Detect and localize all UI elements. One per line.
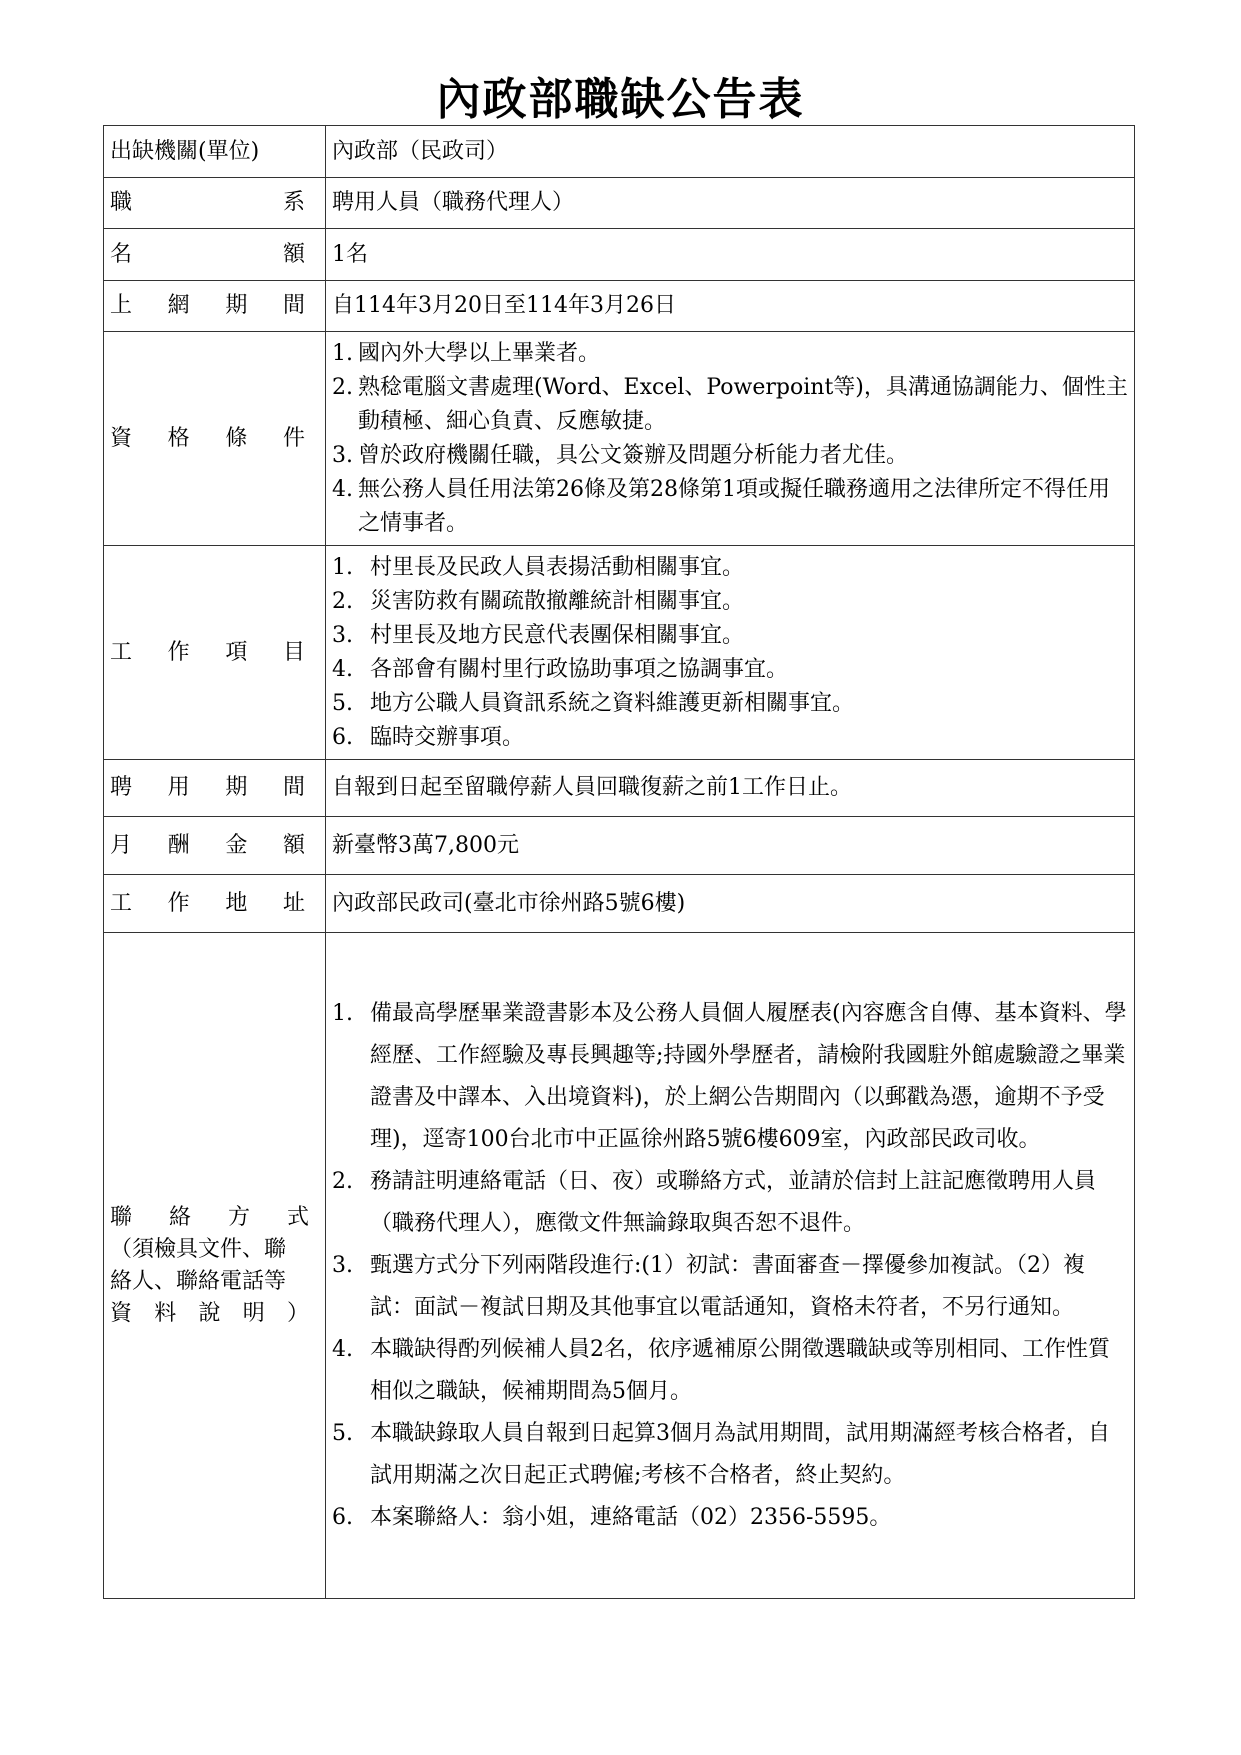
quota-value: 1名 [326,229,1135,281]
row-quota [104,229,1135,281]
row-series [104,178,1135,229]
row-duties [104,546,1135,760]
list-item: 2. 災害防救有關疏散撤離統計相關事宜。 [332,588,745,614]
list-item: 6. 臨時交辦事項。 [332,724,525,750]
list-item: 1. 國內外大學以上畢業者。 [332,340,601,366]
term-value: 自報到日起至留職停薪人員回職復薪之前1工作日止。 [326,760,1135,817]
contact-list [332,993,1128,1539]
list-item: 4. 本職缺得酌列候補人員2名，依序遞補原公開徵選職缺或等別相同、工作性質相似之職缺，候補期間為5個月。 [332,1336,1110,1404]
salary-value: 新臺幣3萬7,800元 [326,817,1135,875]
list-item: 3. 甄選方式分下列兩階段進行:(1）初試：書面審查－擇優參加複試。（2）複試：面試－複試日期及其他事宜以電話通知，資格未符者，不另行通知。 [332,1252,1085,1320]
page-title: 內政部職缺公告表 [436,74,805,125]
list-item: 5. 地方公職人員資訊系統之資料維護更新相關事宜。 [332,690,855,716]
list-item: 5. 本職缺錄取人員自報到日起算3個月為試用期間，試用期滿經考核合格者，自試用期滿之次日起正式聘僱;考核不合格者，終止契約。 [332,1420,1110,1488]
posting-period-value: 自114年3月20日至114年3月26日 [326,281,1135,332]
row-address [104,875,1135,933]
duties-list [332,551,1128,755]
address-value: 內政部民政司(臺北市徐州路5號6樓) [326,875,1135,933]
contact-label: 聯 絡 方 式 （須檢具文件、聯 絡人、聯絡電話等 資 料 說 明 ） [110,1204,309,1326]
series-label: 職 系 [110,190,305,215]
row-term [104,760,1135,817]
list-item: 3. 曾於政府機關任職，具公文簽辦及問題分析能力者尤佳。 [332,442,909,468]
list-item: 6. 本案聯絡人：翁小姐，連絡電話（02）2356-5595。 [332,1504,892,1530]
vacancy-table [103,125,1135,1599]
list-item: 2. 熟稔電腦文書處理(Word、Excel、Powerpoint等)，具溝通協調能力、個性主動積極、細心負責、反應敏捷。 [332,374,1128,434]
salary-label: 月 酬 金 額 [110,832,305,858]
agency-label: 出缺機關(單位) [110,138,260,164]
row-contact [104,933,1135,1599]
list-item: 3. 村里長及地方民意代表團保相關事宜。 [332,622,745,648]
term-label: 聘 用 期 間 [110,775,305,800]
row-qualifications [104,332,1135,546]
qualifications-list [332,337,1128,541]
posting-period-label: 上 網 期 間 [110,293,305,318]
duties-label: 工 作 項 目 [110,639,305,665]
list-item: 1. 村里長及民政人員表揚活動相關事宜。 [332,554,745,580]
series-value: 聘用人員（職務代理人） [326,178,1135,229]
quota-label: 名 額 [110,241,305,267]
row-posting-period [104,281,1135,332]
list-item: 4. 各部會有關村里行政協助事項之協調事宜。 [332,656,789,682]
row-salary [104,817,1135,875]
list-item: 1. 備最高學歷畢業證書影本及公務人員個人履歷表(內容應含自傳、基本資料、學經歷、工作經驗及專長興趣等;持國外學歷者，請檢附我國駐外館處驗證之畢業證書及中譯本、入出境資料)，於上網公告期間內（以郵戳為憑，逾期不予受理)，逕寄100台北市中正區徐州路5號6樓609室，內政部民政司收。 [332,1000,1127,1152]
qualifications-label: 資 格 條 件 [110,425,305,451]
list-item: 4. 無公務人員任用法第26條及第28條第1項或擬任職務適用之法律所定不得任用之情事者。 [332,476,1110,536]
list-item: 2. 務請註明連絡電話（日、夜）或聯絡方式，並請於信封上註記應徵聘用人員（職務代理人），應徵文件無論錄取與否恕不退件。 [332,1168,1097,1236]
row-agency [104,126,1135,178]
agency-value: 內政部（民政司） [326,126,1135,178]
address-label: 工 作 地 址 [110,890,305,916]
